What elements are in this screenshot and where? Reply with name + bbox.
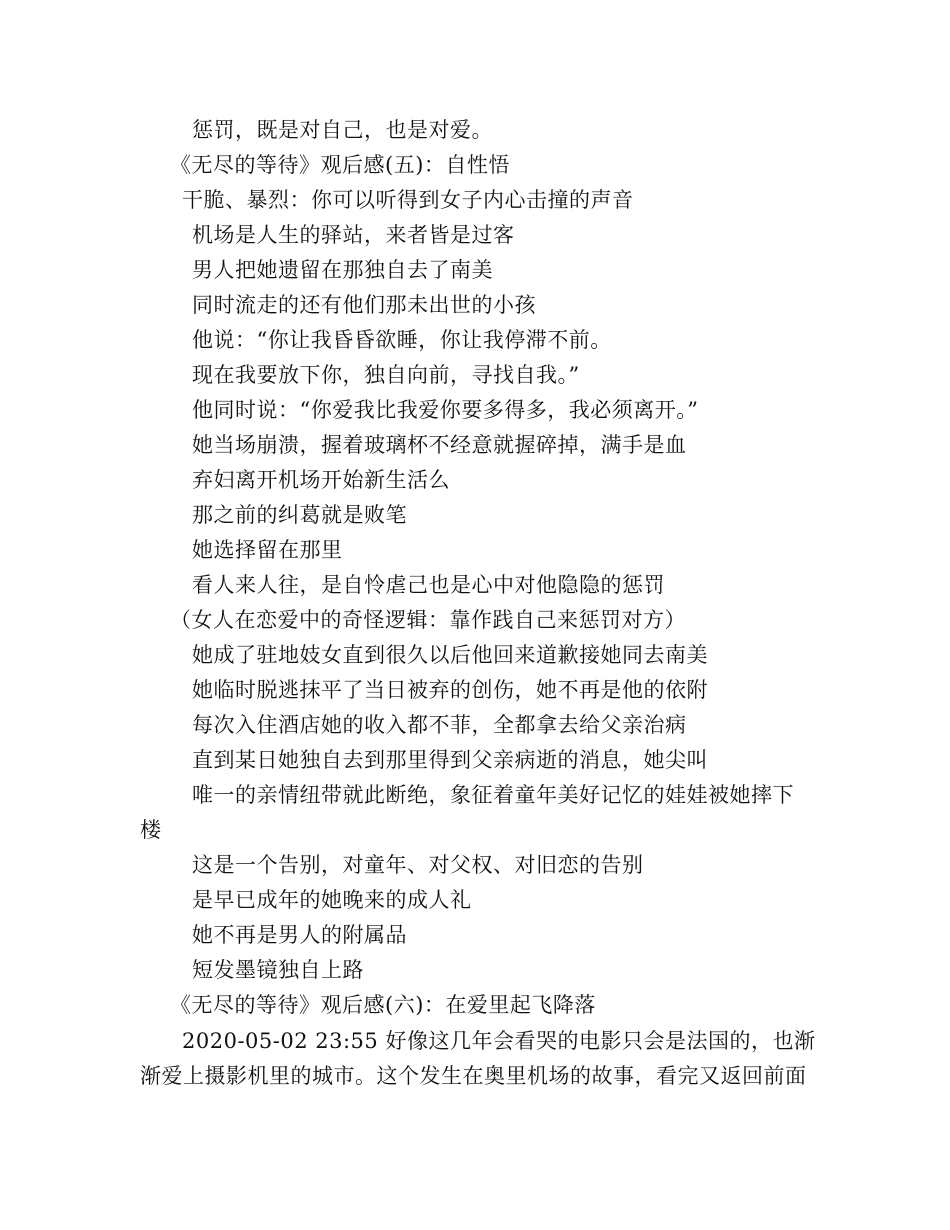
text-line: 她当场崩溃，握着玻璃杯不经意就握碎掉，满手是血 xyxy=(192,433,687,457)
text-line: 渐爱上摄影机里的城市。这个发生在奥里机场的故事，看完又返回前面 xyxy=(140,1064,807,1088)
text-line: 她临时脱逃抹平了当日被弃的创伤，她不再是他的依附 xyxy=(192,678,708,702)
text-line: 她选择留在那里 xyxy=(192,538,343,562)
text-line: 她成了驻地妓女直到很久以后他回来道歉接她同去南美 xyxy=(192,643,708,667)
text-line: 弃妇离开机场开始新生活么 xyxy=(192,468,450,492)
text-line: 楼 xyxy=(140,818,162,842)
text-line: 短发墨镜独自上路 xyxy=(192,958,364,982)
text-line: 直到某日她独自去到那里得到父亲病逝的消息，她尖叫 xyxy=(192,748,708,772)
text-line: 机场是人生的驿站，来者皆是过客 xyxy=(192,223,515,247)
section-heading: 《无尽的等待》观后感(五)：自性悟 xyxy=(170,153,510,177)
text-line: 同时流走的还有他们那未出世的小孩 xyxy=(192,293,536,317)
text-line: 是早已成年的她晚来的成人礼 xyxy=(192,888,472,912)
text-line: 惩罚，既是对自己，也是对爱。 xyxy=(192,118,493,142)
text-line: 看人来人往，是自怜虐己也是心中对他隐隐的惩罚 xyxy=(192,573,665,597)
text-line: 他说：“你让我昏昏欲睡，你让我停滞不前。 xyxy=(192,328,612,352)
text-line: 这是一个告别，对童年、对父权、对旧恋的告别 xyxy=(192,853,644,877)
text-line: 她不再是男人的附属品 xyxy=(192,923,407,947)
text-line: 男人把她遗留在那独自去了南美 xyxy=(192,258,493,282)
text-line: 唯一的亲情纽带就此断绝，象征着童年美好记忆的娃娃被她摔下 xyxy=(192,783,794,807)
text-line: 他同时说：“你爱我比我爱你要多得多，我必须离开。” xyxy=(192,398,699,422)
text-line: 干脆、暴烈：你可以听得到女子内心击撞的声音 xyxy=(182,188,634,212)
section-heading: 《无尽的等待》观后感(六)：在爱里起飞降落 xyxy=(170,993,596,1017)
text-line: 2020-05-02 23:55 好像这几年会看哭的电影只会是法国的，也渐 xyxy=(182,1029,816,1053)
text-line: 每次入住酒店她的收入都不菲，全都拿去给父亲治病 xyxy=(192,713,687,737)
text-line: （女人在恋爱中的奇怪逻辑：靠作践自己来惩罚对方） xyxy=(170,608,686,632)
text-line: 现在我要放下你，独自向前，寻找自我。” xyxy=(192,363,580,387)
text-line: 那之前的纠葛就是败笔 xyxy=(192,503,407,527)
